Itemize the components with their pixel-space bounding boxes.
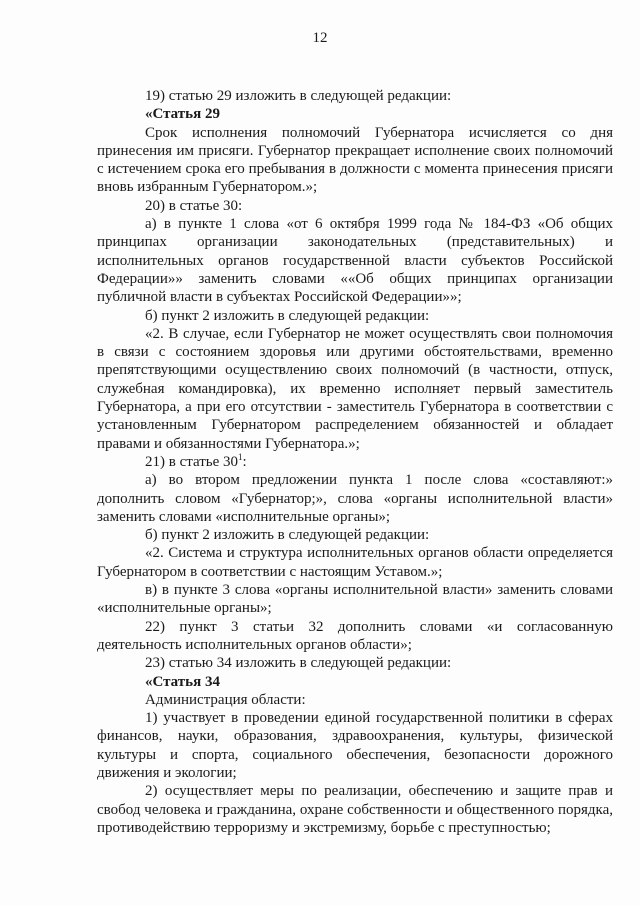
paragraph-text: «Статья 29	[145, 106, 220, 123]
paragraph	[97, 87, 613, 105]
paragraph-text: 19) статью 29 изложить в следующей редакции:	[145, 88, 452, 104]
paragraph-tail: :	[242, 453, 247, 470]
paragraph	[97, 526, 613, 544]
document-body	[97, 87, 613, 837]
paragraph-text: Администрация области:	[145, 691, 306, 708]
paragraph-text: 1) участвует в проведении единой государственной политики в сферах финансов, науки, образования, здравоохранения, культуры, физической культуры и спорта, социального обеспечения, безопасности дорожного движения и экологии;	[97, 710, 613, 781]
paragraph-text: 23) статью 34 изложить в следующей редакции:	[145, 655, 452, 672]
paragraph-text: 21) в статье 30	[145, 453, 239, 470]
paragraph-text: б) пункт 2 изложить в следующей редакции:	[145, 307, 430, 324]
paragraph	[97, 581, 613, 618]
paragraph	[97, 325, 613, 453]
paragraph-text: 20) в статье 30:	[145, 197, 243, 214]
paragraph	[97, 471, 613, 526]
page-number: 12	[312, 30, 328, 46]
paragraph	[97, 124, 613, 197]
paragraph	[97, 782, 613, 837]
paragraph	[97, 453, 613, 471]
paragraph-text: «2. Система и структура исполнительных органов области определяется Губернатором в соответствии с настоящим Уставом.»;	[97, 545, 613, 580]
paragraph	[97, 215, 613, 306]
superscript: 1	[238, 451, 243, 462]
article-heading	[97, 673, 613, 691]
paragraph	[97, 618, 613, 655]
paragraph	[97, 691, 613, 709]
paragraph-text: 2) осуществляет меры по реализации, обеспечению и защите прав и свобод человека и гражданина, охране собственности и общественного порядка, противодействию терроризму и экстремизму, борьбе с преступностью;	[97, 783, 613, 836]
article-heading	[97, 105, 613, 123]
paragraph	[97, 544, 613, 581]
paragraph-text: в) в пункте 3 слова «органы исполнительной власти» заменить словами «исполнительные органы»;	[97, 582, 613, 617]
paragraph-text: а) в пункте 1 слова «от 6 октября 1999 года № 184-ФЗ «Об общих принципах организации законодательных (представительных) и исполнительных органов государственной власти субъектов Российской Федерации»» заменить словами ««Об общих принципах организации публичной власти в субъектах Российской Федерации»»;	[97, 216, 613, 306]
paragraph-text: б) пункт 2 изложить в следующей редакции:	[145, 527, 430, 544]
paragraph	[97, 709, 613, 782]
paragraph-text: 22) пункт 3 статьи 32 дополнить словами «и согласованную деятельность исполнительных органов области»;	[97, 618, 613, 653]
paragraph-text: а) во втором предложении пункта 1 после слова «составляют:» дополнить словом «Губернатор;», слова «органы исполнительной власти» заменить словами «исполнительные органы»;	[97, 472, 613, 525]
paragraph-text: «2. В случае, если Губернатор не может осуществлять свои полномочия в связи с состоянием здоровья или другими обстоятельствами, временно препятствующими осуществлению своих полномочий (в частности, отпуск, служебная командировка), их временно исполняет первый заместитель Губернатора, а при его отсутствии - заместитель Губернатора в соответствии с установленным Губернатором распределением обязанностей и обладает правами и обязанностями Губернатора.»;	[97, 325, 613, 452]
paragraph-text: «Статья 34	[145, 673, 220, 690]
paragraph	[97, 197, 613, 215]
paragraph	[97, 654, 613, 672]
paragraph	[97, 307, 613, 325]
paragraph-text: Срок исполнения полномочий Губернатора исчисляется со дня принесения им присяги. Губернатор прекращает исполнение своих полномочий с истечением срока его пребывания в должности с момента принесения присяги вновь избранным Губернатором.»;	[97, 124, 613, 196]
